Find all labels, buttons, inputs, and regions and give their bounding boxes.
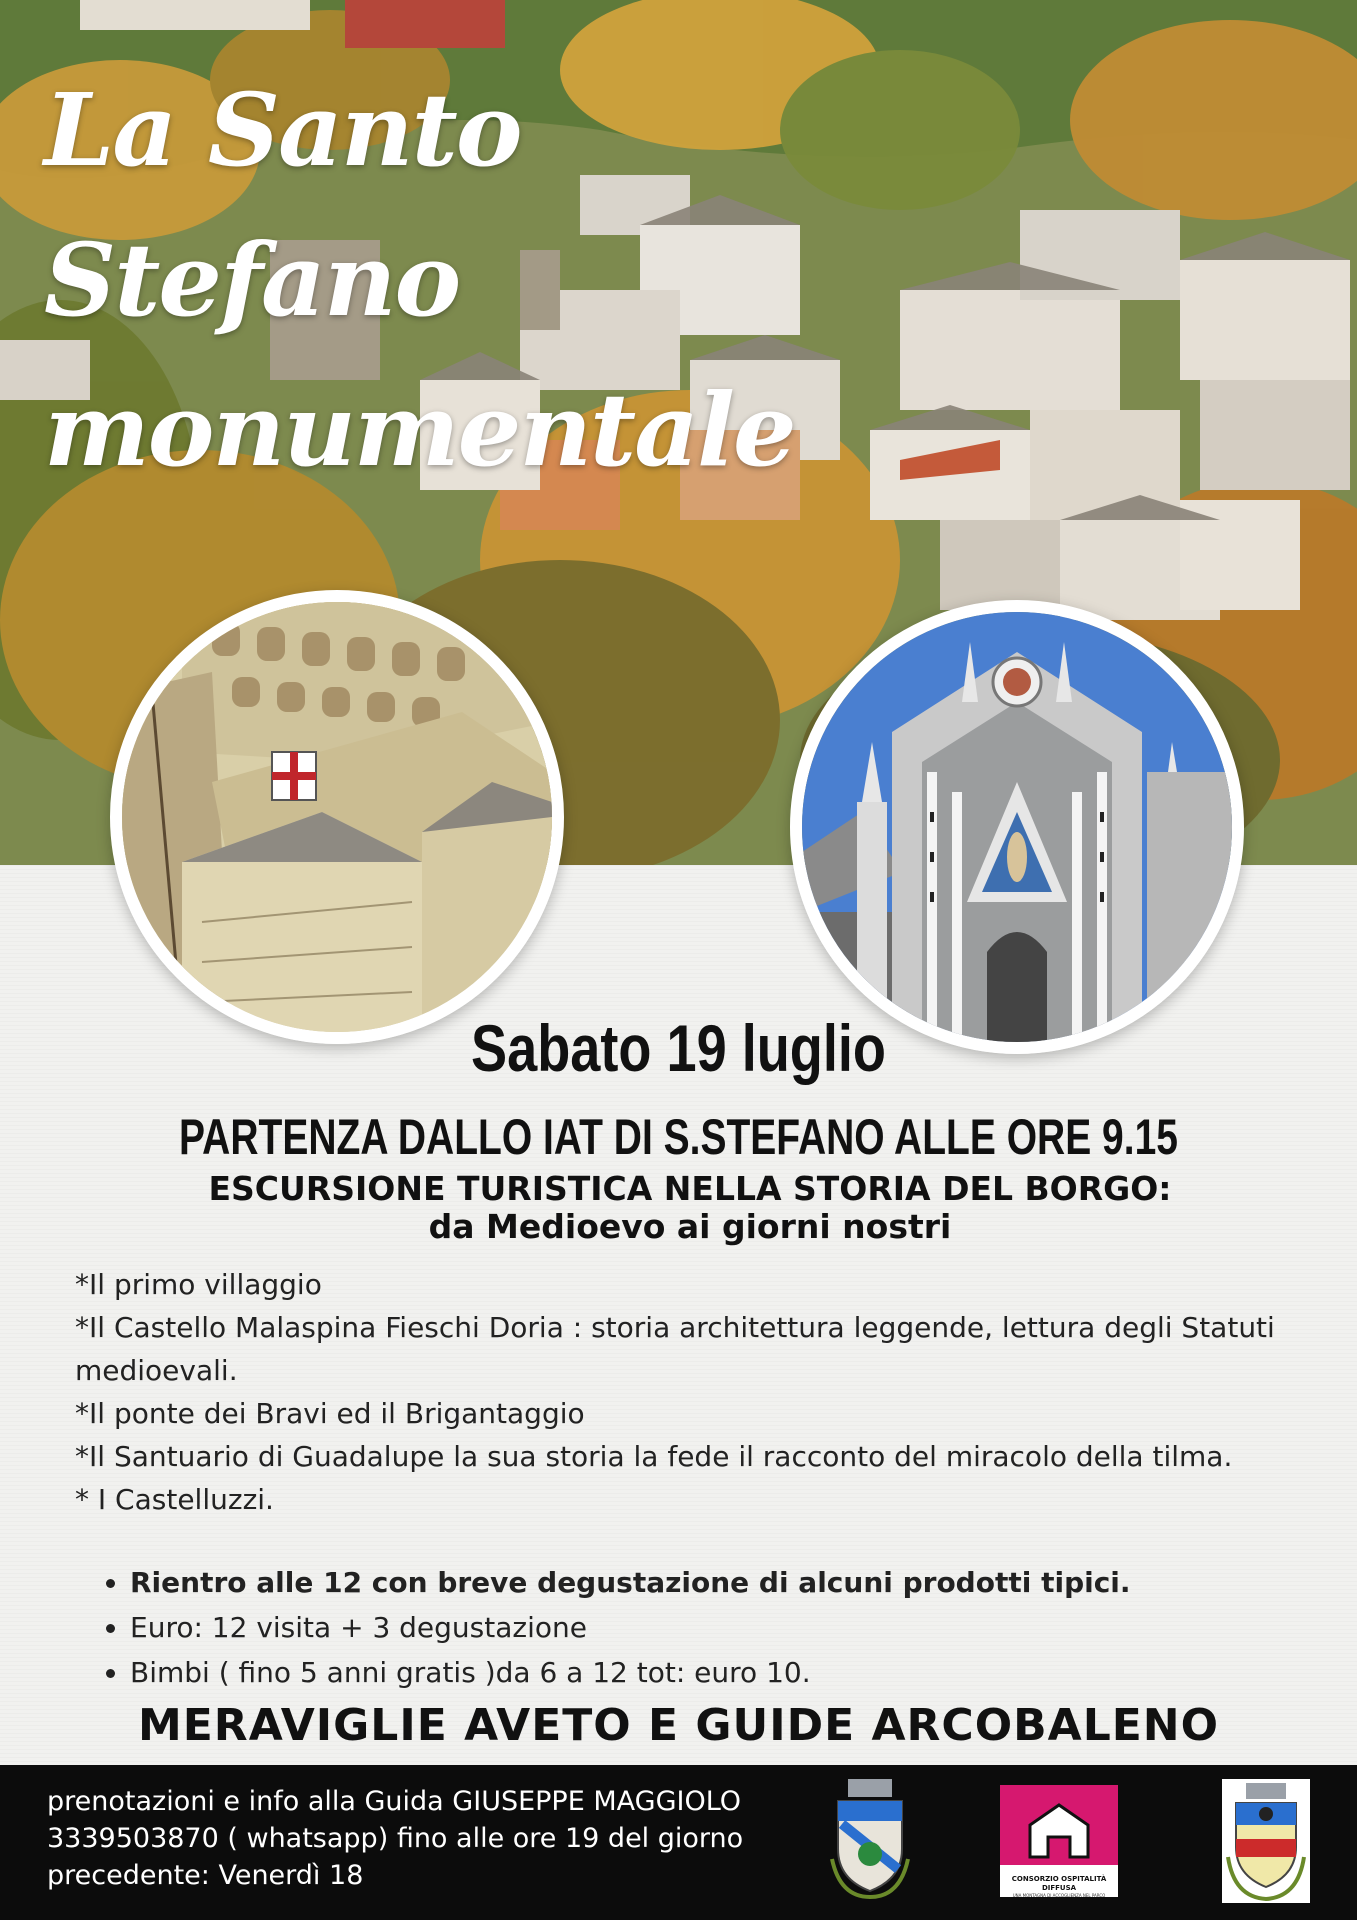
excursion-line-2: da Medioevo ai giorni nostri (428, 1207, 952, 1246)
footer-bar (0, 1765, 1357, 1920)
castle-image (110, 590, 564, 1044)
children-price-info: • Bimbi ( fino 5 anni gratis )da 6 a 12 tot: euro 10. (130, 1650, 1330, 1695)
coat-of-arms-2 (1222, 1779, 1310, 1903)
event-details (75, 1560, 1330, 1695)
list-item: * I Castelluzzi. (75, 1483, 274, 1516)
title-line-1: La Santo Stefano (44, 71, 521, 339)
tour-stops (75, 1263, 1275, 1521)
event-date: Sabato 19 luglio (471, 1011, 886, 1085)
castle-illustration (122, 602, 552, 1032)
list-item: *Il ponte dei Bravi ed il Brigantaggio (75, 1397, 585, 1430)
consorzio-logo (1000, 1785, 1118, 1897)
consorzio-name: CONSORZIO OSPITALITÀ DIFFUSA (1011, 1875, 1107, 1892)
booking-line-3: precedente: Venerdì 18 (47, 1860, 364, 1891)
booking-info (47, 1783, 807, 1894)
poster-title (44, 55, 944, 505)
list-item: *Il Santuario di Guadalupe la sua storia la fede il racconto del miracolo della tilma. (75, 1440, 1233, 1473)
booking-line-1: prenotazioni e info alla Guida GIUSEPPE MAGGIOLO (47, 1786, 742, 1817)
excursion-heading (150, 1170, 1230, 1246)
price-info: • Euro: 12 visita + 3 degustazione (130, 1605, 1330, 1650)
title-line-2: monumentale (44, 371, 795, 489)
return-info: • Rientro alle 12 con breve degustazione di alcuni prodotti tipici. (130, 1560, 1330, 1605)
organizers: MERAVIGLIE AVETO E GUIDE ARCOBALENO (137, 1700, 1220, 1751)
church-image (790, 600, 1244, 1054)
house-icon (1000, 1785, 1118, 1865)
departure-info: PARTENZA DALLO IAT DI S.STEFANO ALLE ORE 9.15 (179, 1109, 1178, 1165)
list-item: *Il primo villaggio (75, 1268, 322, 1301)
consorzio-tagline: UNA MONTAGNA DI ACCOGLIENZA NEL PARCO (1012, 1893, 1106, 1898)
list-item: *Il Castello Malaspina Fieschi Doria : storia architettura leggende, lettura degli Statuti medioevali. (75, 1311, 1275, 1387)
excursion-line-1: ESCURSIONE TURISTICA NELLA STORIA DEL BORGO: (208, 1169, 1172, 1208)
santuario-facade (802, 612, 1232, 1042)
municipal-crest-icon (1222, 1779, 1310, 1903)
municipal-coat-of-arms-icon (830, 1779, 910, 1899)
booking-line-2: 3339503870 ( whatsapp) fino alle ore 19 del giorno (47, 1823, 744, 1854)
